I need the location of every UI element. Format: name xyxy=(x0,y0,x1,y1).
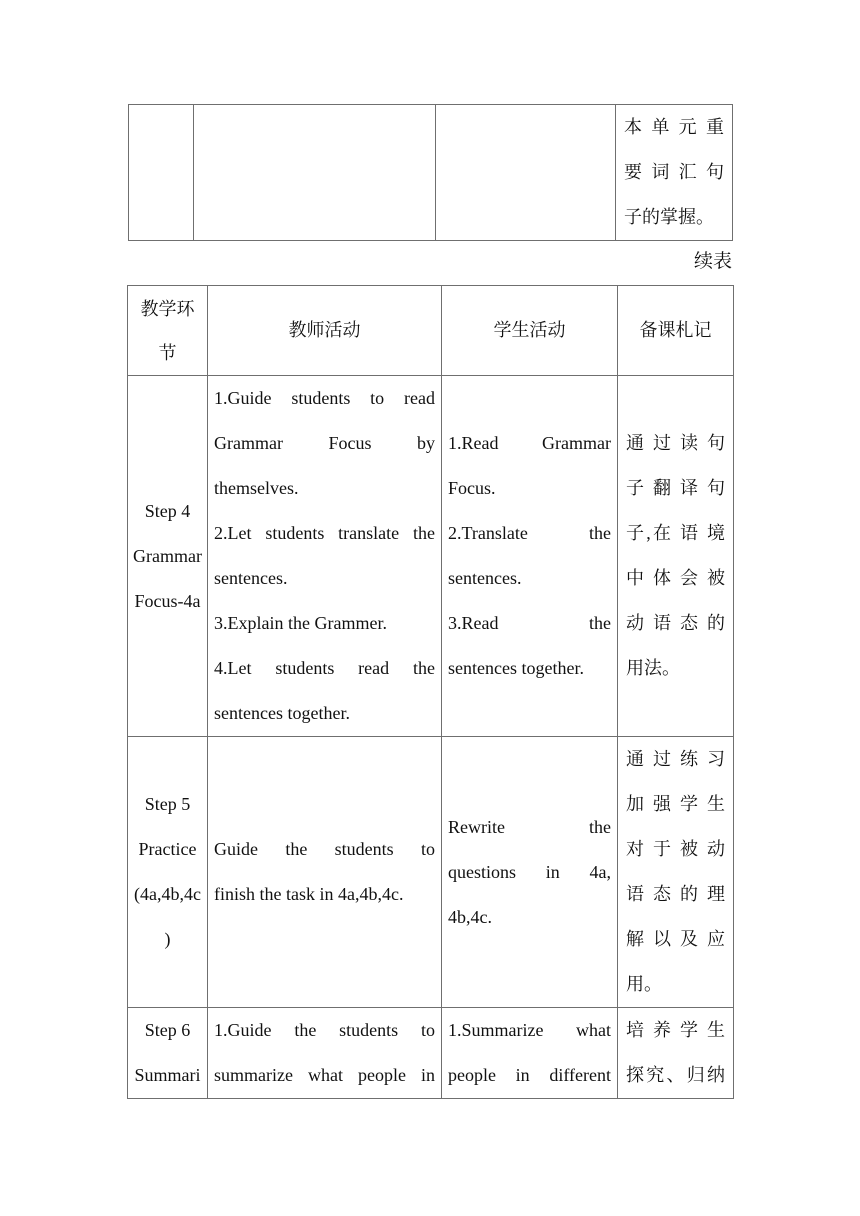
cell-line: Rewrite the xyxy=(448,816,611,837)
table-cell xyxy=(616,105,733,241)
cell-line: 中 体 会 被 xyxy=(626,568,725,588)
table-header-row xyxy=(128,286,734,376)
cell-line: themselves. xyxy=(214,478,299,498)
cell-line: Grammar Focus by xyxy=(214,433,435,453)
cell-line: Step 6 xyxy=(144,1020,191,1040)
cell-line: questions in 4a, xyxy=(448,861,611,882)
table-cell xyxy=(129,105,194,241)
student-activity-cell xyxy=(442,737,618,1008)
cell-line: 1.Summarize what xyxy=(448,1020,611,1040)
cell-line: 动 语 态 的 xyxy=(626,613,725,633)
cell-line: 解 以 及 应 xyxy=(626,929,725,949)
cell-line: 子 翻 译 句 xyxy=(626,478,725,498)
header-line: 节 xyxy=(158,342,177,363)
table-row xyxy=(128,737,734,1008)
cell-line: 加 强 学 生 xyxy=(626,794,725,814)
table-row xyxy=(129,105,733,241)
cell-line: Focus-4a xyxy=(134,590,201,611)
cell-line: sentences. xyxy=(448,568,522,588)
stage-cell xyxy=(128,1008,208,1099)
cell-line: Focus. xyxy=(448,478,496,498)
teacher-activity-cell xyxy=(208,376,442,737)
table-row xyxy=(128,1008,734,1099)
cell-line: 探究、归纳 xyxy=(626,1065,725,1085)
cell-line: 4b,4c. xyxy=(448,906,492,927)
cell-line: 对 于 被 动 xyxy=(626,839,725,859)
cell-line: Step 5 xyxy=(144,794,191,814)
cell-line: sentences together. xyxy=(448,658,584,678)
cell-line: 2.Let students translate the xyxy=(214,523,435,543)
cell-line: 3.Read the xyxy=(448,613,611,633)
header-teacher: 教师活动 xyxy=(208,286,442,376)
notes-cell xyxy=(618,1008,734,1099)
cell-line: summarize what people in xyxy=(214,1065,435,1085)
table-cell xyxy=(194,105,436,241)
cell-line: 语 态 的 理 xyxy=(626,884,725,904)
cell-line: 通 过 读 句 xyxy=(626,433,725,453)
cell-line: 4.Let students read the xyxy=(214,658,435,678)
student-activity-cell xyxy=(442,376,618,737)
cell-line: 用。 xyxy=(626,974,662,994)
teacher-activity-cell xyxy=(208,737,442,1008)
cell-line: 用法。 xyxy=(626,658,680,678)
cell-line: 子,在 语 境 xyxy=(626,523,725,543)
lesson-plan-table xyxy=(127,285,734,1099)
table-row xyxy=(128,376,734,737)
cell-line: (4a,4b,4c xyxy=(134,884,201,904)
stage-cell xyxy=(128,376,208,737)
cell-line: people in different xyxy=(448,1065,611,1085)
cell-line: 通 过 练 习 xyxy=(626,749,725,769)
cell-line: Summari xyxy=(134,1065,201,1085)
cell-line: Practice xyxy=(138,839,197,859)
cell-line: 1.Guide the students to xyxy=(214,1020,435,1040)
cell-line: 3.Explain the Grammer. xyxy=(214,613,387,633)
previous-table-fragment xyxy=(128,104,733,241)
student-activity-cell xyxy=(442,1008,618,1099)
cell-line: Step 4 xyxy=(144,500,191,521)
cell-line: finish the task in 4a,4b,4c. xyxy=(214,884,404,904)
cell-line: 1.Guide students to read xyxy=(214,388,435,408)
notes-cell xyxy=(618,737,734,1008)
cell-line: 要 词 汇 句 xyxy=(624,162,724,182)
header-stage xyxy=(128,286,208,376)
stage-cell xyxy=(128,737,208,1008)
teacher-activity-cell xyxy=(208,1008,442,1099)
cell-line: sentences together. xyxy=(214,703,350,723)
cell-line: 子的掌握。 xyxy=(624,207,714,227)
header-student: 学生活动 xyxy=(442,286,618,376)
cell-line: sentences. xyxy=(214,568,288,588)
notes-cell xyxy=(618,376,734,737)
header-notes: 备课札记 xyxy=(618,286,734,376)
cell-line: ) xyxy=(164,929,171,949)
header-line: 教学环 xyxy=(140,298,195,319)
continued-table-label: 续表 xyxy=(693,251,732,272)
cell-line: Grammar xyxy=(133,545,202,566)
cell-line: 1.Read Grammar xyxy=(448,433,611,453)
cell-line: 本 单 元 重 xyxy=(624,117,724,137)
cell-line: 2.Translate the xyxy=(448,523,611,543)
table-cell xyxy=(436,105,616,241)
cell-line: 培 养 学 生 xyxy=(626,1020,725,1040)
cell-line: Guide the students to xyxy=(214,839,435,859)
